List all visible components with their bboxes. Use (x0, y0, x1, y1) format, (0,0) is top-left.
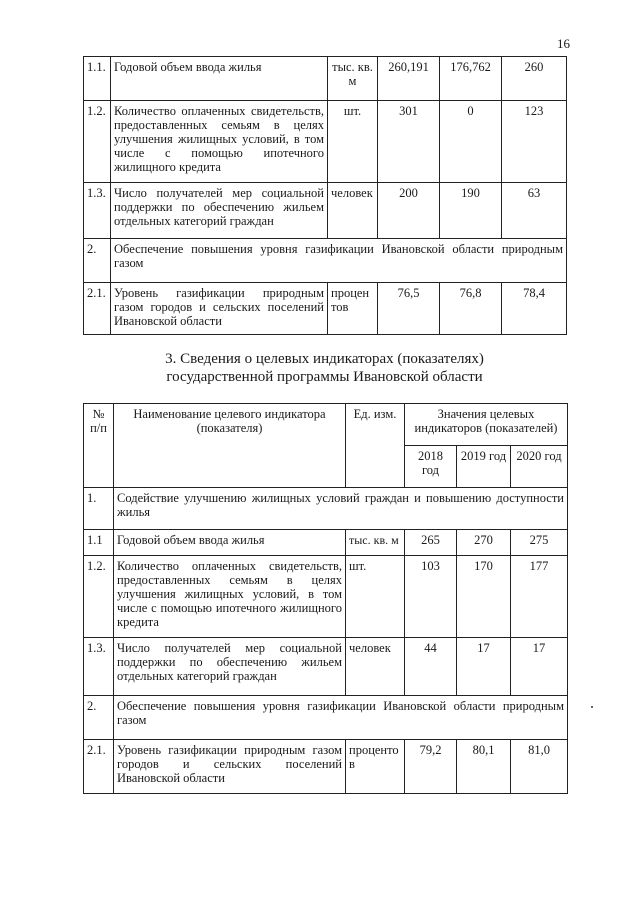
table-row (84, 740, 568, 794)
section-heading (83, 350, 566, 386)
header-name: Наименование целевого индикатора (показателя) (114, 404, 346, 488)
section-heading-line-1: 3. Сведения о целевых индикаторах (показателях) (165, 351, 484, 367)
row-number: 2. (84, 239, 111, 283)
value-cell: 63 (502, 183, 567, 239)
table-row (84, 556, 568, 638)
indicator-name: Число получателей мер социальной поддержки по обеспечению жильем отдельных категорий граждан (111, 183, 328, 239)
value-cell: 76,8 (440, 283, 502, 335)
row-number: 1.3. (84, 183, 111, 239)
unit-cell: процентов (346, 740, 405, 794)
section-title: Содействие улучшению жилищных условий граждан и повышению доступности жилья (114, 488, 568, 530)
value-cell: 270 (457, 530, 511, 556)
table-row (84, 183, 567, 239)
indicator-name: Количество оплаченных свидетельств, предоставленных семьям в целях улучшения жилищных условий, в том числе с помощью ипотечного жилищного кредита (114, 556, 346, 638)
indicators-table (83, 403, 568, 794)
row-number: 2. (84, 696, 114, 740)
header-year: 2020 год (511, 446, 568, 488)
table-row (84, 57, 567, 101)
indicator-name: Число получателей мер социальной поддержки по обеспечению жильем отдельных категорий граждан (114, 638, 346, 696)
indicator-name: Уровень газификации природным газом городов и сельских поселений Ивановской области (114, 740, 346, 794)
unit-cell: тыс. кв. м (346, 530, 405, 556)
unit-cell: человек (328, 183, 378, 239)
value-cell: 275 (511, 530, 568, 556)
section-title: Обеспечение повышения уровня газификации Ивановской области природным газом (111, 239, 567, 283)
row-number: 1.1 (84, 530, 114, 556)
indicator-name: Годовой объем ввода жилья (111, 57, 328, 101)
table-row (84, 530, 568, 556)
value-cell: 260,191 (378, 57, 440, 101)
row-number: 1.2. (84, 101, 111, 183)
value-cell: 80,1 (457, 740, 511, 794)
section-row (84, 239, 567, 283)
value-cell: 301 (378, 101, 440, 183)
header-num: № п/п (84, 404, 114, 488)
header-year: 2018 год (405, 446, 457, 488)
value-cell: 17 (511, 638, 568, 696)
table-row (84, 101, 567, 183)
value-cell: 265 (405, 530, 457, 556)
value-cell: 76,5 (378, 283, 440, 335)
page-number: 16 (557, 36, 570, 51)
row-number: 1. (84, 488, 114, 530)
value-cell: 200 (378, 183, 440, 239)
row-number: 2.1. (84, 283, 111, 335)
value-cell: 79,2 (405, 740, 457, 794)
section-row (84, 696, 568, 740)
section-title: Обеспечение повышения уровня газификации Ивановской области природным газом (114, 696, 568, 740)
indicator-name: Годовой объем ввода жилья (114, 530, 346, 556)
row-number: 1.1. (84, 57, 111, 101)
row-number: 1.3. (84, 638, 114, 696)
header-year: 2019 год (457, 446, 511, 488)
value-cell: 81,0 (511, 740, 568, 794)
row-number: 2.1. (84, 740, 114, 794)
unit-cell: тыс. кв. м (328, 57, 378, 101)
header-row (84, 404, 568, 446)
value-cell: 103 (405, 556, 457, 638)
value-cell: 176,762 (440, 57, 502, 101)
section-heading-line-2: государственной программы Ивановской области (166, 369, 483, 385)
section-row (84, 488, 568, 530)
row-number: 1.2. (84, 556, 114, 638)
value-cell: 190 (440, 183, 502, 239)
value-cell: 260 (502, 57, 567, 101)
unit-cell: процентов (328, 283, 378, 335)
continuation-table (83, 56, 567, 335)
indicator-name: Уровень газификации природным газом городов и сельских поселений Ивановской области (111, 283, 328, 335)
scan-speck (591, 706, 593, 708)
header-unit: Ед. изм. (346, 404, 405, 488)
header-values: Значения целевых индикаторов (показателей) (405, 404, 568, 446)
unit-cell: шт. (346, 556, 405, 638)
value-cell: 17 (457, 638, 511, 696)
value-cell: 123 (502, 101, 567, 183)
value-cell: 44 (405, 638, 457, 696)
value-cell: 177 (511, 556, 568, 638)
table-row (84, 283, 567, 335)
table-row (84, 638, 568, 696)
value-cell: 170 (457, 556, 511, 638)
unit-cell: человек (346, 638, 405, 696)
value-cell: 78,4 (502, 283, 567, 335)
unit-cell: шт. (328, 101, 378, 183)
value-cell: 0 (440, 101, 502, 183)
indicator-name: Количество оплаченных свидетельств, предоставленных семьям в целях улучшения жилищных условий, в том числе с помощью ипотечного жилищного кредита (111, 101, 328, 183)
